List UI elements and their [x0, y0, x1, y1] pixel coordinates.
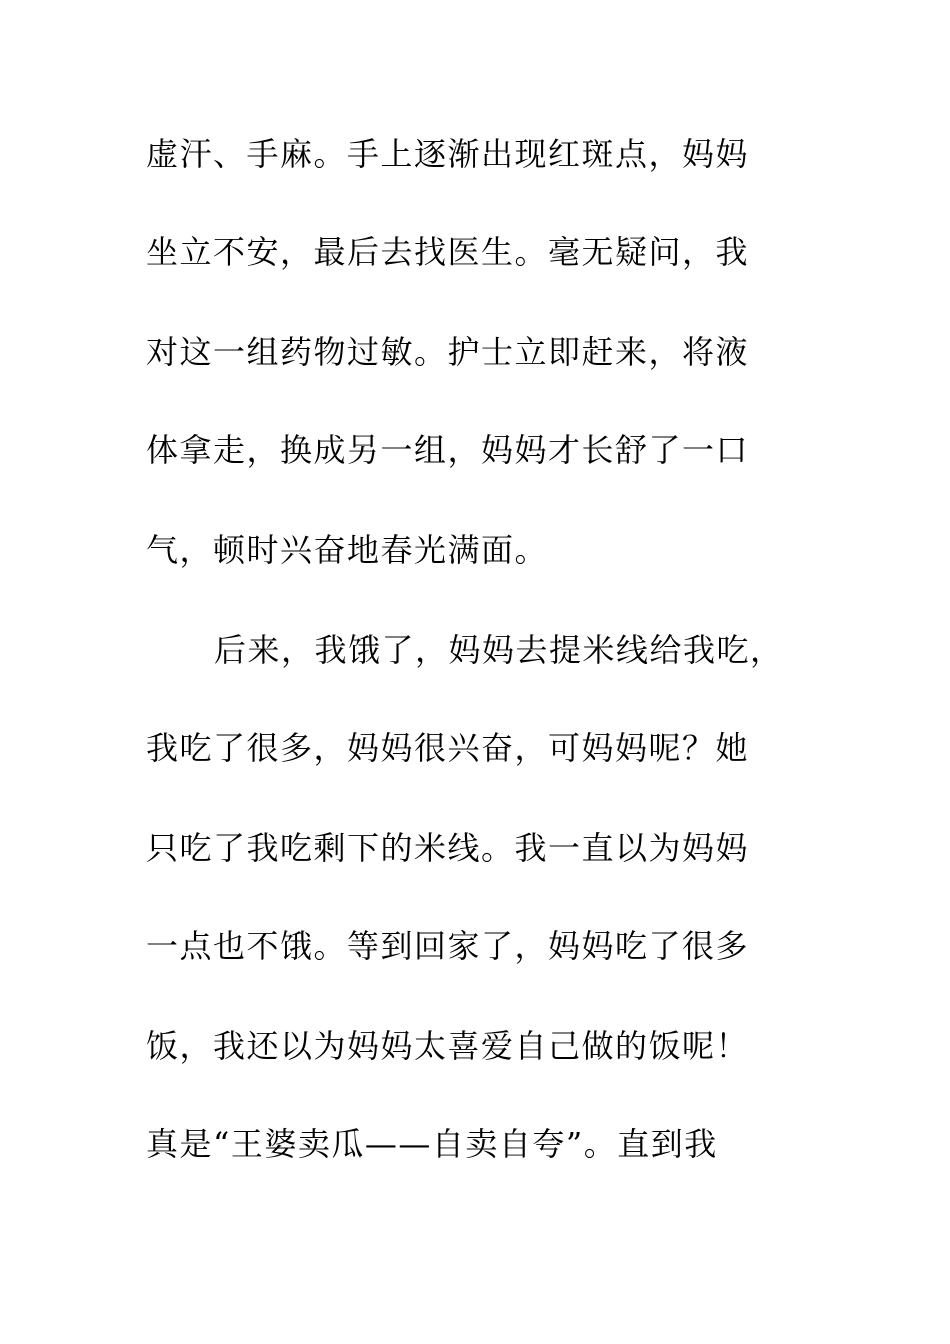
- text-line: 虚汗、手麻。手上逐渐出现红斑点，妈妈: [146, 135, 750, 173]
- text-line: 只吃了我吃剩下的米线。我一直以为妈妈: [146, 829, 750, 867]
- text-line: 我吃了很多，妈妈很兴奋，可妈妈呢？她: [146, 729, 750, 767]
- text-line: 真是“王婆卖瓜——自卖自夸”。直到我: [146, 1125, 718, 1163]
- text-line: 气，顿时兴奋地春光满面。: [146, 531, 549, 569]
- text-line: 对这一组药物过敏。护士立即赶来，将液: [146, 333, 750, 371]
- text-line: 体拿走，换成另一组，妈妈才长舒了一口: [146, 431, 750, 469]
- text-line: 饭，我还以为妈妈太喜爱自己做的饭呢！: [146, 1027, 750, 1065]
- text-line: 一点也不饿。等到回家了，妈妈吃了很多: [146, 927, 750, 965]
- paragraph-first-line: 后来，我饿了，妈妈去提米线给我吃，: [214, 631, 784, 669]
- text-line: 坐立不安，最后去找医生。毫无疑问，我: [146, 233, 750, 271]
